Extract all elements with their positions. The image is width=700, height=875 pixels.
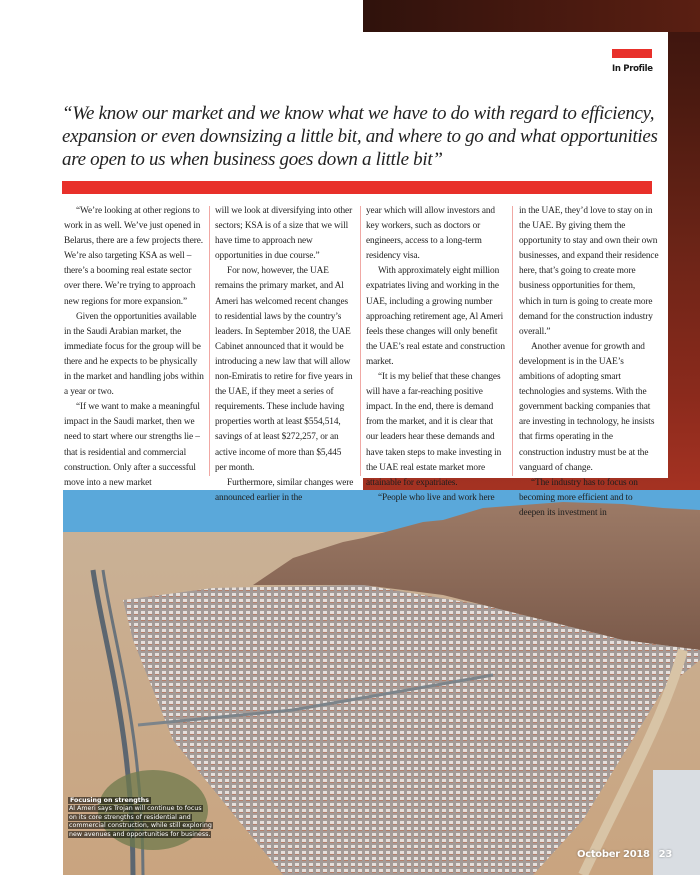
paragraph: will we look at diversifying into other sectors; KSA is of a size that we will have time to approach new opportunities in due course.” — [215, 206, 353, 262]
section-accent-bar — [612, 49, 652, 58]
page-number: 23 — [658, 849, 672, 860]
caption-line: Al Ameri says Trojan will continue to focus — [69, 805, 202, 813]
paragraph: For now, however, the UAE remains the primary market, and Al Ameri has welcomed recent changes to residential laws by the country’s leaders. In September 2018, the UAE Cabinet announced that it would be introducing a new law that will allow non-Emiratis to retire for five years in the UAE, if they meet a series of requirements. These include having properties worth at least $554,514, savings of at least $272,257, or an active income of more than $5,445 per month. — [215, 266, 353, 473]
caption-body — [68, 805, 258, 839]
caption-title: Focusing on strengths — [70, 797, 150, 804]
pull-quote: “We know our market and we know what we have to do with regard to efficiency, expansion or even downsizing a little bit, and where to go and what opportunities are open to us when business goes down a little bit” — [62, 103, 658, 170]
decorative-band-top — [363, 0, 700, 32]
caption-line: new avenues and opportunities for business. — [69, 830, 211, 838]
page-margin — [0, 0, 363, 32]
body-column-2 — [215, 204, 355, 506]
column-divider — [360, 206, 361, 476]
page-folio — [577, 849, 672, 860]
issue-date: October 2018 — [577, 849, 650, 860]
paragraph: “People who live and work here — [378, 492, 495, 503]
section-tag — [612, 49, 652, 74]
paragraph: With approximately eight million expatriates living and working in the UAE, including a growing number approaching retirement age, Al Ameri feels these changes will only benefit the UAE’s real estate and construction market. — [366, 266, 505, 367]
paragraph: Another avenue for growth and development is in the UAE’s ambitions of adopting smart technologies and systems. With the government backing companies that are investing in technology, he insists that firms operating in the construction industry must be at the vanguard of change. — [519, 341, 655, 473]
paragraph: Given the opportunities available in the Saudi Arabian market, the immediate focus for the group will be there and he expects to be physically in the market and handling jobs within a year or two. — [64, 311, 204, 398]
caption-line: on its core strengths of residential and — [69, 813, 191, 821]
paragraph: “It is my belief that these changes will have a far-reaching positive impact. In the end, there is demand from the market, and it is clear that our leaders hear these demands and have taken steps to make investing in the UAE real estate market more attainable for expatriates. — [366, 372, 502, 488]
paragraph: year which will allow investors and key workers, such as doctors or engineers, access to a long-term residency visa. — [366, 206, 495, 262]
photo-caption — [68, 797, 258, 839]
column-divider — [209, 206, 210, 476]
column-divider — [512, 206, 513, 476]
paragraph: “If we want to make a meaningful impact in the Saudi market, then we need to start where our strengths lie – that is residential and commercial construction. Only after a successful move into a new market — [64, 402, 200, 488]
body-column-3 — [366, 204, 506, 506]
caption-line: commercial construction, while still exploring — [69, 822, 212, 830]
section-label: In Profile — [612, 64, 653, 74]
paragraph: in the UAE, they’d love to stay on in the UAE. By giving them the opportunity to stay and own their own businesses, and expand their residence here, that’s going to create more business opportunities for them, which in turn is going to create more demand for the construction industry overall.” — [519, 206, 659, 337]
paragraph: “The industry has to focus on becoming more efficient and to deepen its investment in — [519, 477, 638, 518]
paragraph: “We’re looking at other regions to work in as well. We’ve just opened in Belarus, there are a few projects there. We’re also targeting KSA as well – there’s a booming real estate sector over there. We’re trying to approach new regions for more expansion.” — [64, 206, 203, 307]
body-column-1 — [64, 204, 204, 491]
paragraph: Furthermore, similar changes were announced earlier in the — [215, 477, 354, 503]
article-body — [64, 204, 664, 518]
body-column-4 — [519, 204, 659, 521]
pull-quote-rule — [62, 181, 652, 194]
